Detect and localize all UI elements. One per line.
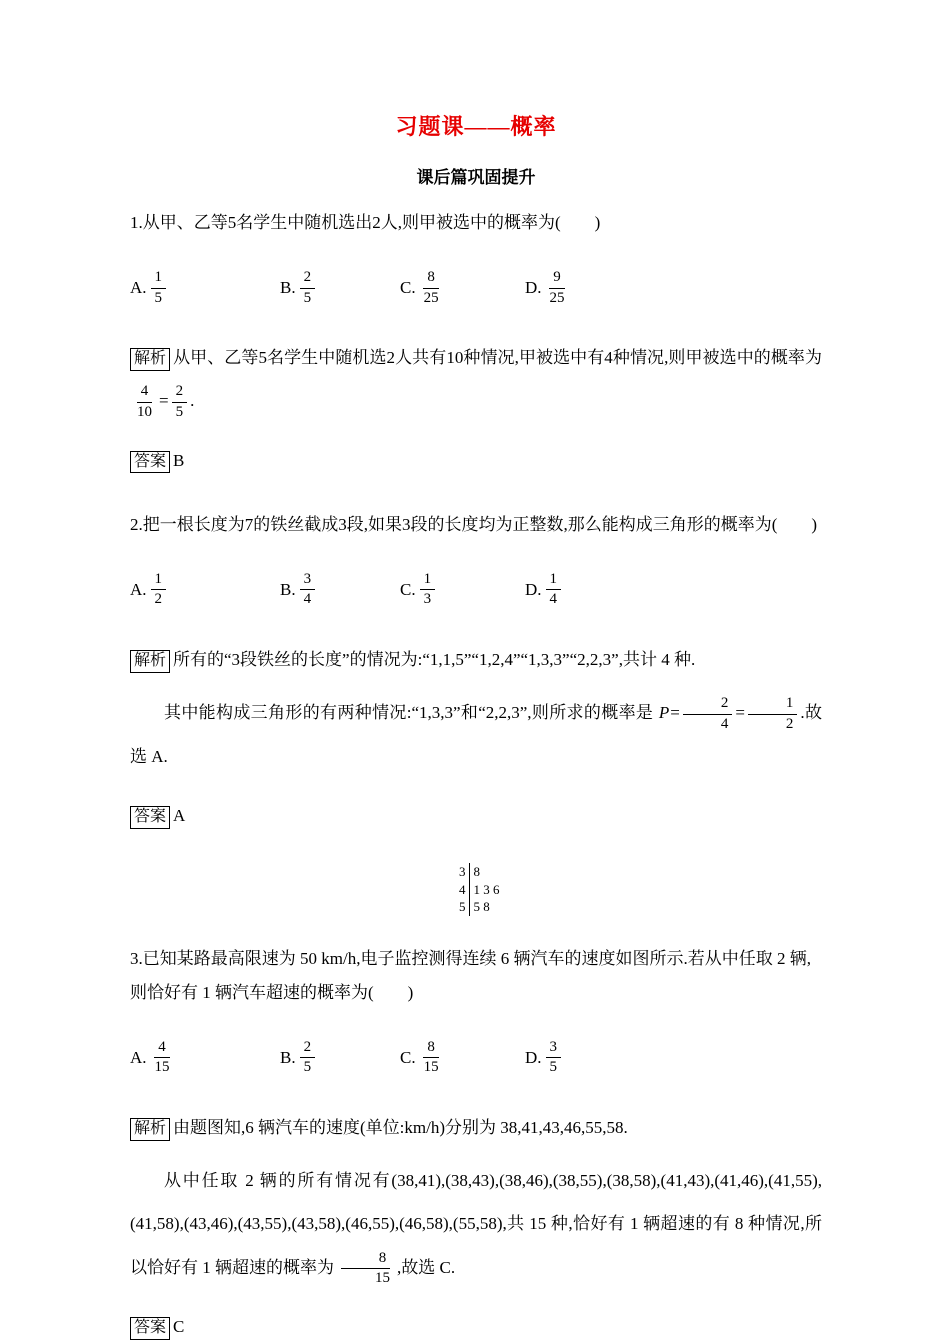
q1-option-c	[400, 268, 525, 308]
analysis-text: .故选 A.	[130, 703, 823, 766]
answer-value: A	[173, 805, 186, 825]
jiexi-label: 解析	[130, 348, 170, 371]
stem-leaf-row: 4 1 3 6	[453, 881, 500, 899]
fraction: $\frac{4}{15}$	[154, 1038, 170, 1076]
fraction: $\frac{2}{5}$	[300, 268, 316, 308]
fraction: $\frac{1}{3}$	[420, 570, 436, 610]
q1-options	[130, 268, 822, 308]
q2-option-b	[280, 570, 400, 610]
q2-answer	[130, 802, 822, 829]
analysis-text: 从甲、乙等5名学生中随机选2人共有10种情况,甲被选中有4种情况,则甲被选中的概率为	[173, 348, 822, 367]
page-title: 习题课——概率	[395, 114, 557, 139]
equals-sign: =	[670, 703, 680, 723]
q2-analysis-1	[130, 638, 822, 681]
daan-label: 答案	[130, 451, 170, 474]
q2-option-c	[400, 570, 525, 610]
option-label: D.	[525, 1047, 542, 1067]
fraction: $\frac{1}{2}$	[748, 694, 798, 734]
q3-option-b	[280, 1038, 400, 1078]
fraction: $\frac{1}{2}$	[151, 570, 167, 610]
fraction: $\frac{8}{25}$	[423, 269, 439, 306]
jiexi-label: 解析	[130, 650, 170, 673]
q1-answer	[130, 447, 822, 474]
option-label: D.	[525, 579, 542, 599]
equals-sign: =	[735, 703, 745, 723]
fraction: $\frac{3}{4}$	[300, 570, 316, 610]
fraction: $\frac{8}{15}$	[337, 1249, 394, 1289]
stem-leaf-row: 3 8	[453, 863, 500, 881]
q3-answer	[130, 1313, 822, 1340]
q2-option-d	[525, 570, 564, 610]
fraction: $\frac{8}{15}$	[423, 1038, 439, 1076]
equals-sign: =	[159, 391, 169, 411]
q2-option-a	[130, 570, 280, 610]
q3-analysis-2	[130, 1159, 822, 1289]
fraction: $\frac{2}{4}$	[683, 694, 733, 734]
q3-analysis-1	[130, 1106, 822, 1149]
option-label: B.	[280, 278, 296, 297]
analysis-text: ,故选 C.	[397, 1257, 456, 1277]
option-label: A.	[130, 278, 147, 297]
analysis-text: 由题图知,6 辆汽车的速度(单位:km/h)分别为 38,41,43,46,55,58.	[173, 1117, 628, 1137]
fraction: $\frac{1}{5}$	[151, 268, 167, 308]
analysis-text: 所有的“3段铁丝的长度”的情况为:“1,1,5”“1,2,4”“1,3,3”“2,2,3”,共计 4 种.	[173, 649, 696, 669]
q2-analysis-2	[130, 691, 822, 778]
fraction: $\frac{2}{5}$	[172, 382, 188, 422]
q1-option-d	[525, 268, 572, 308]
fraction: $\frac{2}{5}$	[300, 1038, 316, 1078]
q1-option-a	[130, 268, 280, 308]
option-label: B.	[280, 1047, 296, 1067]
option-label: A.	[130, 1047, 147, 1067]
answer-value: C	[173, 1317, 185, 1337]
q3-options	[130, 1038, 822, 1078]
analysis-text: 其中能构成三角形的有两种情况:“1,3,3”和“2,2,3”,则所求的概率是	[164, 703, 658, 723]
q1-option-b	[280, 268, 400, 308]
fraction: $\frac{4}{10}$	[137, 383, 152, 420]
option-label: C.	[400, 278, 416, 297]
fraction: $\frac{3}{5}$	[546, 1038, 562, 1078]
option-label: D.	[525, 278, 542, 297]
analysis-text: 从中任取 2 辆的所有情况有(38,41),(38,43),(38,46),(38,55),(38,58),(41,43),(41,46),(41,55),(41,58),(43,46),(43,55),(43,58),(46,55),(46,58),(55,58),共 15 种,恰好有 1 辆超速的有 8 种情况,所以恰好有 1 辆超速的概率为	[130, 1171, 822, 1277]
daan-label: 答案	[130, 806, 170, 829]
fraction: $\frac{9}{25}$	[549, 269, 565, 306]
daan-label: 答案	[130, 1317, 170, 1340]
analysis-text: .	[190, 391, 195, 411]
variable-p: P	[658, 703, 670, 723]
jiexi-label: 解析	[130, 1118, 170, 1141]
option-label: C.	[400, 1047, 416, 1067]
stem-leaf-row: 5 5 8	[453, 898, 500, 916]
q3-option-d	[525, 1038, 564, 1078]
fraction: $\frac{1}{4}$	[546, 570, 562, 610]
q1-stem: 1.从甲、乙等5名学生中随机选出2人,则甲被选中的概率为( )	[130, 213, 601, 232]
q3-stem: 3.已知某路最高限速为 50 km/h,电子监控测得连续 6 辆汽车的速度如图所示.若从中任取 2 辆,则恰好有 1 辆汽车超速的概率为( )	[130, 948, 811, 1002]
q2-options	[130, 570, 822, 610]
page-subtitle: 课后篇巩固提升	[416, 168, 536, 187]
q3-option-a	[130, 1038, 280, 1078]
q3-option-c	[400, 1038, 525, 1078]
option-label: A.	[130, 579, 147, 599]
answer-value: B	[173, 450, 185, 470]
option-label: C.	[400, 579, 416, 599]
stem-leaf-plot	[453, 863, 500, 916]
q1-analysis	[130, 336, 822, 423]
option-label: B.	[280, 579, 296, 599]
q2-stem: 2.把一根长度为7的铁丝截成3段,如果3段的长度均为正整数,那么能构成三角形的概率为( )	[130, 514, 818, 534]
